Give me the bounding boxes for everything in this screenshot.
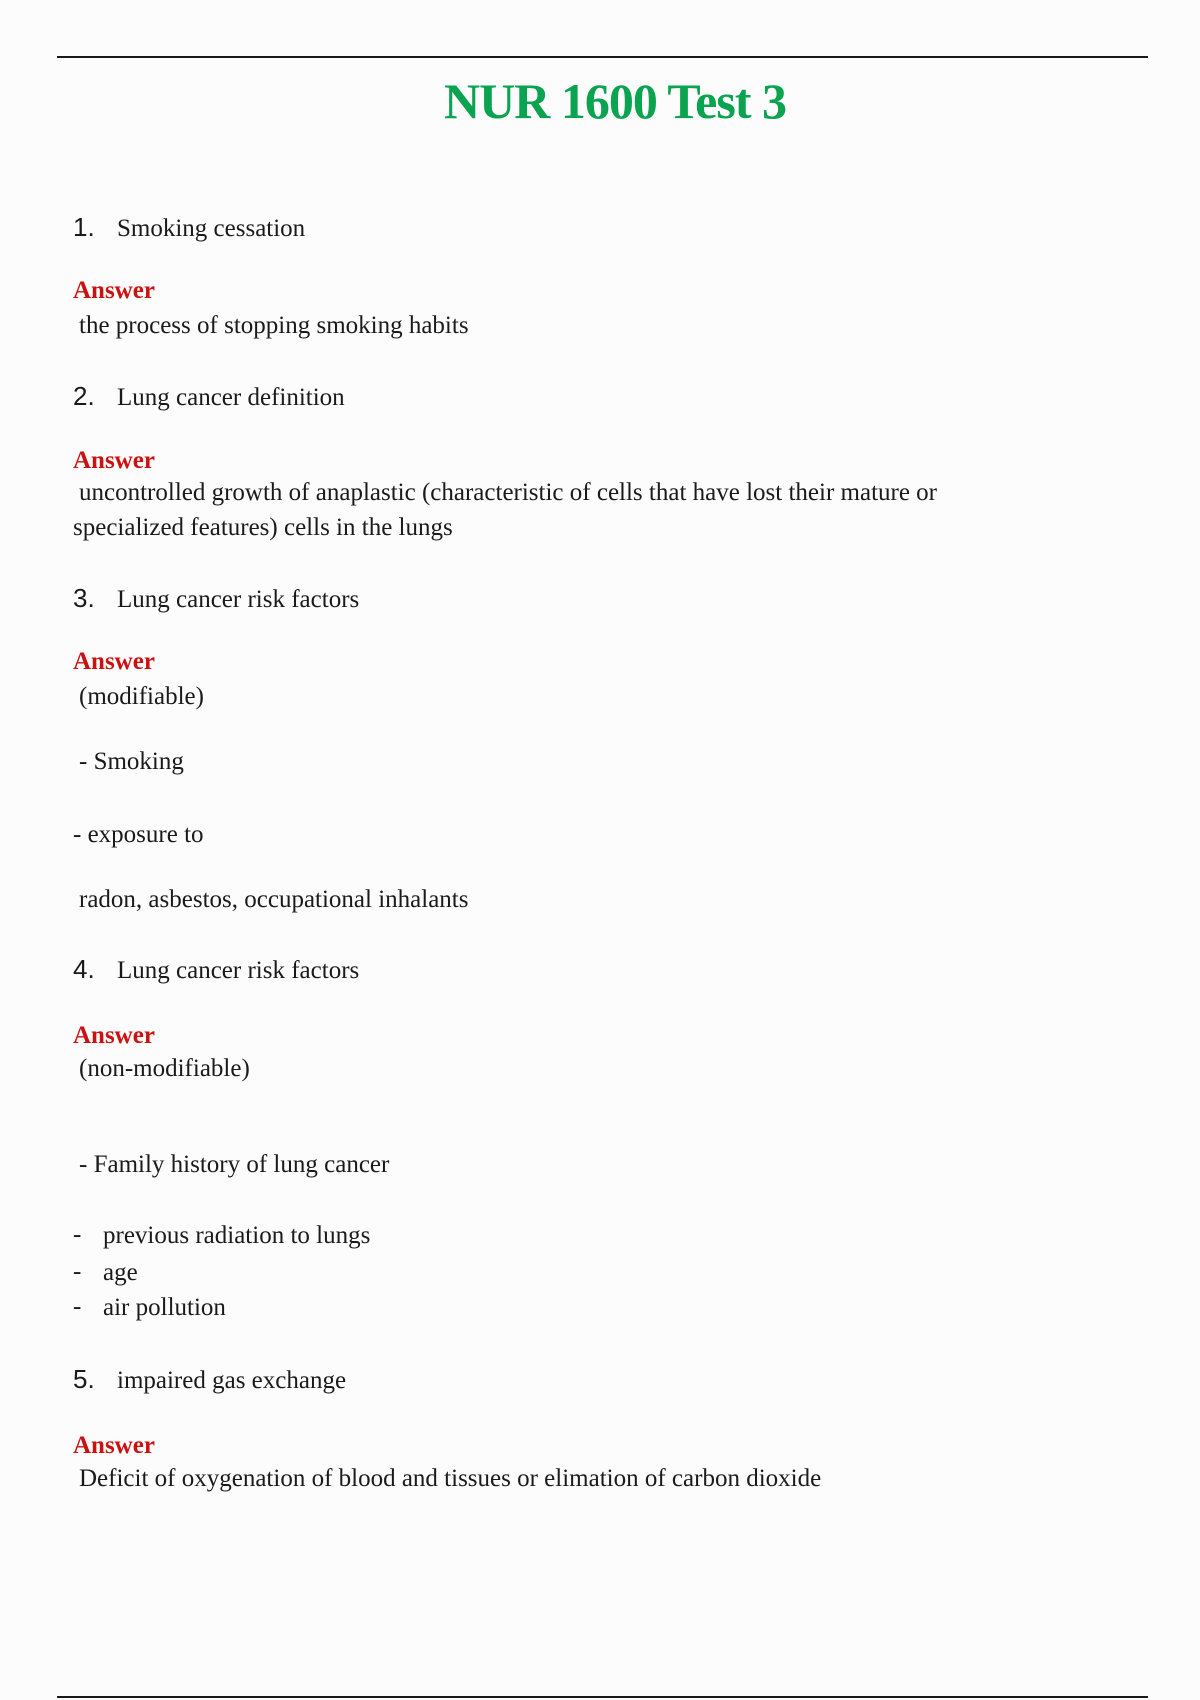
answer-text: - exposure to: [73, 821, 204, 848]
answer-text: air pollution: [103, 1294, 226, 1321]
item-number: 5.: [73, 1364, 95, 1394]
answer-text: Deficit of oxygenation of blood and tissues or elimation of carbon dioxide: [79, 1465, 822, 1492]
answer-text: (modifiable): [79, 683, 204, 710]
bottom-rule: [57, 1696, 1148, 1698]
page-title: NUR 1600 Test 3: [444, 73, 786, 129]
item-question: Lung cancer definition: [117, 384, 345, 411]
answer-text: specialized features) cells in the lungs: [73, 514, 453, 541]
answer-label: Answer: [73, 277, 155, 304]
top-rule: [57, 56, 1148, 58]
item-question: impaired gas exchange: [117, 1367, 347, 1394]
bullet-dash: -: [73, 1293, 82, 1320]
answer-label: Answer: [73, 447, 155, 474]
item-number: 1.: [73, 212, 95, 242]
answer-text: uncontrolled growth of anaplastic (characteristic of cells that have lost their mature or: [79, 479, 938, 506]
answer-text: - Family history of lung cancer: [79, 1151, 390, 1178]
answer-text: the process of stopping smoking habits: [79, 312, 469, 339]
answer-text: previous radiation to lungs: [103, 1222, 371, 1249]
item-question: Lung cancer risk factors: [117, 586, 360, 613]
answer-label: Answer: [73, 1022, 155, 1049]
item-number: 4.: [73, 954, 95, 984]
bullet-dash: -: [73, 1221, 82, 1248]
answer-text: - Smoking: [79, 748, 184, 775]
answer-text: radon, asbestos, occupational inhalants: [79, 886, 469, 913]
answer-label: Answer: [73, 1432, 155, 1459]
answer-text: age: [103, 1259, 138, 1286]
answer-text: (non-modifiable): [79, 1055, 250, 1082]
answer-label: Answer: [73, 648, 155, 675]
item-number: 2.: [73, 381, 95, 411]
item-question: Lung cancer risk factors: [117, 957, 360, 984]
item-question: Smoking cessation: [117, 215, 306, 242]
item-number: 3.: [73, 583, 95, 613]
bullet-dash: -: [73, 1258, 82, 1285]
